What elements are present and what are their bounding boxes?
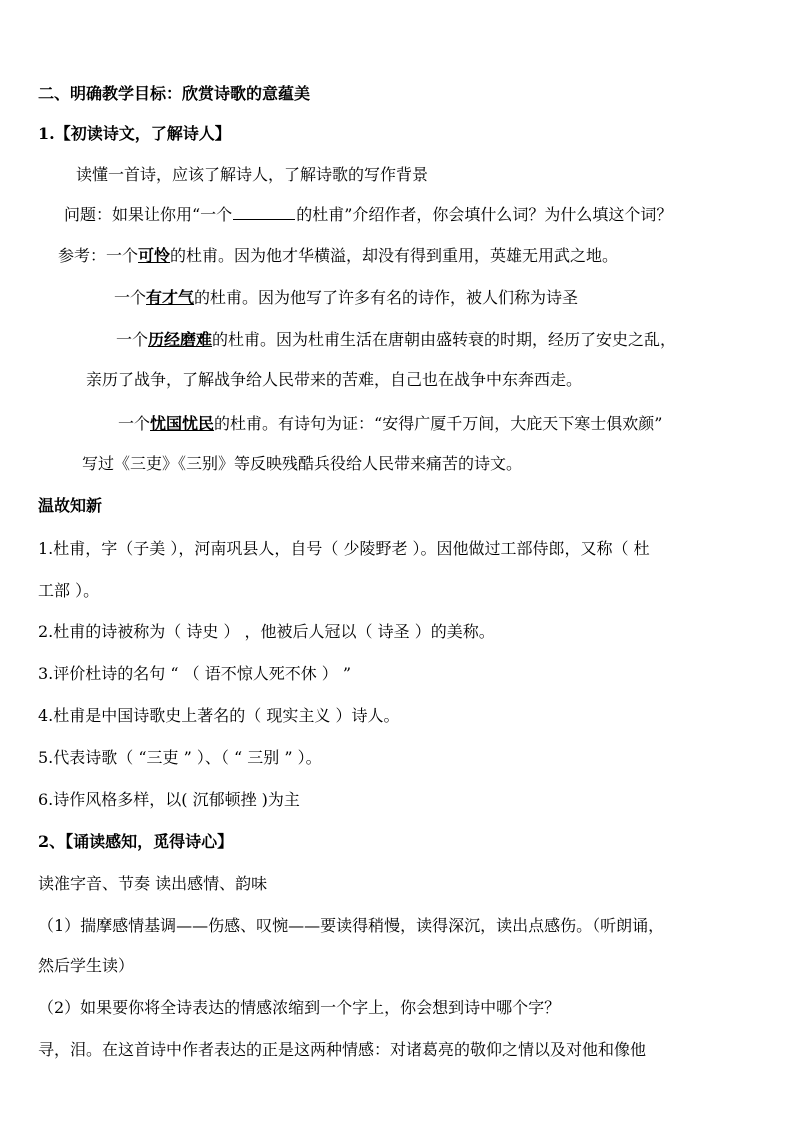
review-item: 工部 ）。 <box>38 581 100 600</box>
question-line <box>64 205 672 225</box>
question-pre: 问题：如果让你用“一个 <box>64 205 233 224</box>
answer-text: 的杜甫。因为杜甫生活在唐朝由盛转衰的时期，经历了安史之乱， <box>212 330 677 349</box>
answer-keyword: 有才气 <box>146 288 195 307</box>
answer-pre: 一个 <box>106 246 139 265</box>
answer-pre: 一个 <box>114 288 147 307</box>
part2-line: （1）揣摩感情基调——伤感、叹惋——要读得稍慢，读得深沉，读出点感伤。（听朗诵， <box>38 916 665 935</box>
review-item: 6.诗作风格多样，以( 沉郁顿挫 )为主 <box>38 790 300 809</box>
answer-line-3 <box>116 330 676 350</box>
reference-label: 参考： <box>58 246 107 265</box>
review-item: 2.杜甫的诗被称为（ 诗史 ） ，他被后人冠以（ 诗圣 ）的美称。 <box>38 622 495 641</box>
answer-pre: 一个 <box>118 414 151 433</box>
review-item: 3.评价杜诗的名句 “ （ 语不惊人死不休 ） ” <box>38 664 352 683</box>
answer-line-4 <box>118 414 662 434</box>
part2-line: 然后学生读） <box>38 956 135 975</box>
review-item: 5.代表诗歌（ “三吏 ” ）、（ “ 三别 ” ）。 <box>38 748 322 767</box>
answer-text: 的杜甫。因为他才华横溢，却没有得到重用，英雄无用武之地。 <box>170 246 619 265</box>
answer-pre: 一个 <box>116 330 149 349</box>
question-post: 的杜甫”介绍作者，你会填什么词？为什么填这个词？ <box>296 205 673 224</box>
part1-intro: 读懂一首诗，应该了解诗人，了解诗歌的写作背景 <box>76 165 429 184</box>
answer-keyword: 可怜 <box>138 246 171 265</box>
answer-line-1 <box>58 246 618 266</box>
part2-line: 寻，泪。在这首诗中作者表达的正是这两种情感：对诸葛亮的敬仰之情以及对他和像他 <box>38 1040 647 1059</box>
answer-line-3-cont: 亲历了战争，了解战争给人民带来的苦难，自己也在战争中东奔西走。 <box>86 370 583 389</box>
answer-line-2 <box>114 288 578 308</box>
review-item: 1.杜甫，字（子美 ），河南巩县人，自号（ 少陵野老 ）。因他做过工部侍郎，又称（ 杜 <box>38 539 650 558</box>
answer-text: 的杜甫。因为他写了许多有名的诗作，被人们称为诗圣 <box>194 288 579 307</box>
answer-keyword: 忧国忧民 <box>150 414 215 433</box>
section-title: 二、明确教学目标：欣赏诗歌的意蕴美 <box>38 84 311 103</box>
answer-text: 的杜甫。有诗句为证：“安得广厦千万间，大庇天下寒士俱欢颜” <box>214 414 663 433</box>
part2-heading: 2、【诵读感知，觅得诗心】 <box>38 832 234 851</box>
review-heading: 温故知新 <box>38 496 103 515</box>
part2-line: 读准字音、节奏 读出感情、韵味 <box>38 874 268 893</box>
part2-line: （2）如果要你将全诗表达的情感浓缩到一个字上，你会想到诗中哪个字？ <box>38 998 561 1017</box>
answer-keyword: 历经磨难 <box>148 330 213 349</box>
review-item: 4.杜甫是中国诗歌史上著名的（ 现实主义 ）诗人。 <box>38 706 400 725</box>
question-blank <box>233 205 295 220</box>
part1-heading: 1.【初读诗文，了解诗人】 <box>38 124 231 143</box>
answer-line-4-cont: 写过《三吏》《三别》等反映残酷兵役给人民带来痛苦的诗文。 <box>82 454 523 473</box>
